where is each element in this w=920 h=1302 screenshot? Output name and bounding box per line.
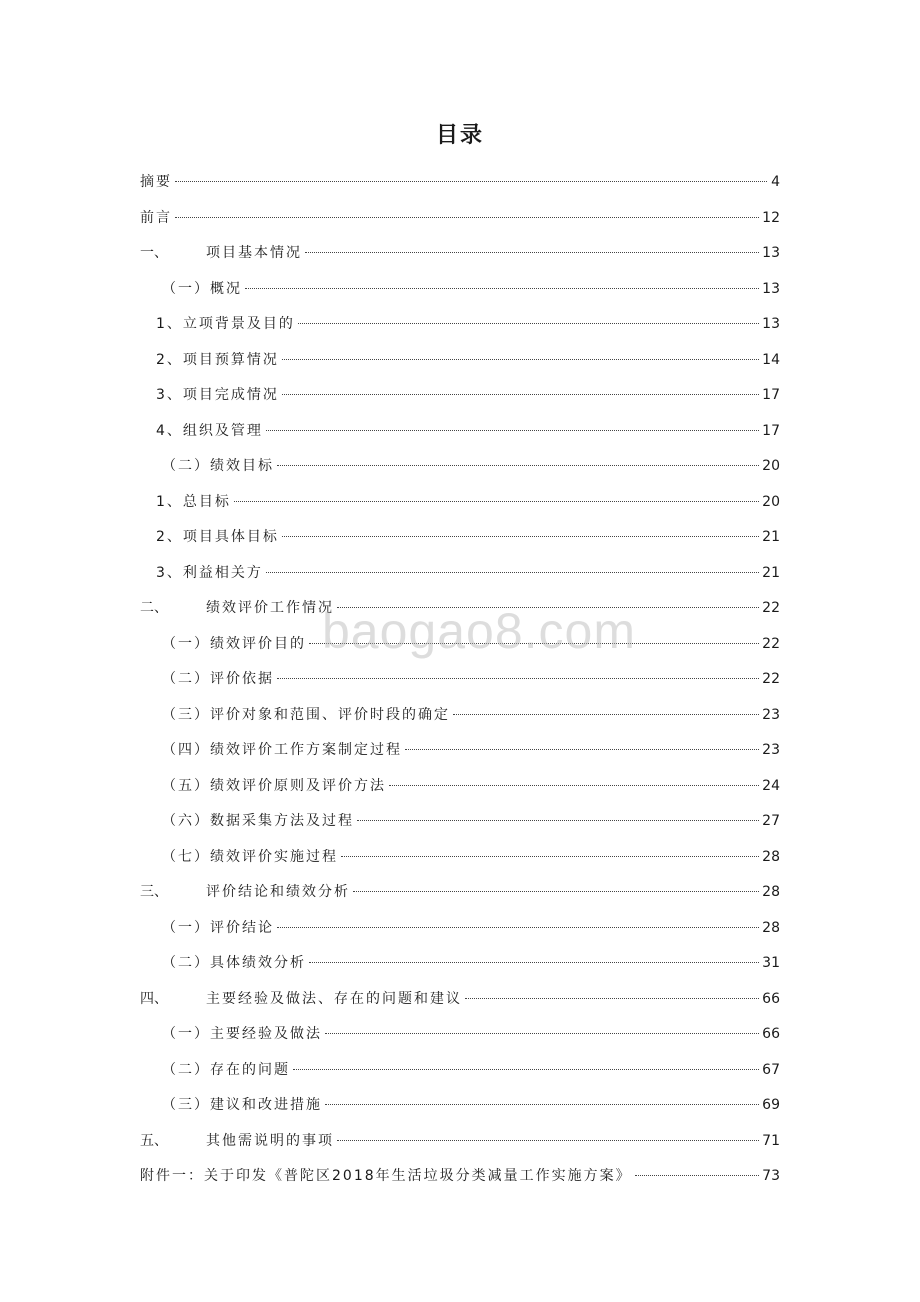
toc-leader-dots bbox=[277, 927, 759, 928]
toc-entry-label: （一）主要经验及做法 bbox=[162, 1026, 322, 1042]
toc-leader-dots bbox=[309, 962, 759, 963]
toc-page-number: 13 bbox=[762, 316, 780, 332]
toc-page-number: 66 bbox=[762, 990, 780, 1007]
toc-page-number: 69 bbox=[762, 1097, 780, 1113]
toc-leader-dots bbox=[325, 1104, 759, 1105]
toc-entry-label: 前言 bbox=[140, 209, 172, 226]
toc-page-number: 13 bbox=[762, 245, 780, 261]
toc-page-number: 31 bbox=[762, 955, 780, 971]
toc-entry-section[interactable] bbox=[140, 277, 780, 313]
toc-page-number: 21 bbox=[762, 564, 780, 581]
toc-page-number: 28 bbox=[762, 884, 780, 900]
toc-entry-abstract[interactable] bbox=[140, 170, 780, 206]
toc-entry-label: 评价结论和绩效分析 bbox=[206, 884, 350, 900]
toc-entry-label: 1、立项背景及目的 bbox=[156, 316, 295, 332]
toc-leader-dots bbox=[325, 1033, 759, 1034]
toc-entry-section[interactable] bbox=[140, 738, 780, 774]
toc-page-number: 67 bbox=[762, 1061, 780, 1078]
toc-leader-dots bbox=[337, 607, 759, 608]
toc-entry-label: 2、项目预算情况 bbox=[156, 351, 279, 368]
toc-entry-section[interactable] bbox=[140, 1093, 780, 1129]
toc-page-number: 28 bbox=[762, 919, 780, 936]
toc-leader-dots bbox=[282, 394, 759, 395]
toc-page-number: 22 bbox=[762, 635, 780, 652]
toc-entry-section[interactable] bbox=[140, 667, 780, 703]
toc-page-number: 4 bbox=[771, 174, 780, 190]
toc-entry-subsection[interactable] bbox=[140, 490, 780, 526]
toc-leader-dots bbox=[353, 891, 759, 892]
toc-entry-label: （四）绩效评价工作方案制定过程 bbox=[162, 742, 402, 758]
toc-page-number: 71 bbox=[762, 1132, 780, 1149]
toc-entry-subsection[interactable] bbox=[140, 419, 780, 455]
toc-page-number: 73 bbox=[762, 1168, 780, 1184]
toc-entry-label: （二）评价依据 bbox=[162, 671, 274, 687]
toc-leader-dots bbox=[405, 749, 759, 750]
toc-entry-label: 项目基本情况 bbox=[206, 245, 302, 261]
table-of-contents bbox=[140, 170, 780, 1200]
toc-page-number: 20 bbox=[762, 493, 780, 510]
toc-leader-dots bbox=[282, 359, 759, 360]
toc-entry-label: （二）存在的问题 bbox=[162, 1061, 290, 1078]
toc-entry-label: 3、利益相关方 bbox=[156, 564, 263, 581]
toc-page-number: 20 bbox=[762, 458, 780, 474]
toc-leader-dots bbox=[298, 323, 759, 324]
toc-page-number: 27 bbox=[762, 813, 780, 829]
toc-page-number: 17 bbox=[762, 387, 780, 403]
toc-page-number: 17 bbox=[762, 422, 780, 439]
toc-entry-section[interactable] bbox=[140, 845, 780, 881]
toc-page-number: 24 bbox=[762, 777, 780, 794]
toc-entry-preface[interactable] bbox=[140, 206, 780, 242]
toc-entry-label: （三）评价对象和范围、评价时段的确定 bbox=[162, 706, 450, 723]
toc-chapter-number: 一、 bbox=[140, 245, 168, 261]
toc-entry-chapter[interactable] bbox=[140, 1129, 780, 1165]
toc-leader-dots bbox=[635, 1175, 760, 1176]
toc-entry-subsection[interactable] bbox=[140, 383, 780, 419]
page-title: 目录 bbox=[435, 123, 484, 148]
toc-entry-label: （一）绩效评价目的 bbox=[162, 635, 306, 652]
toc-page-number: 22 bbox=[762, 671, 780, 687]
toc-entry-chapter[interactable] bbox=[140, 596, 780, 632]
toc-page-number: 22 bbox=[762, 600, 780, 616]
toc-leader-dots bbox=[309, 643, 759, 644]
toc-leader-dots bbox=[357, 820, 759, 821]
toc-page-number: 28 bbox=[762, 848, 780, 865]
toc-leader-dots bbox=[305, 252, 759, 253]
toc-chapter-number: 四、 bbox=[140, 990, 168, 1007]
toc-entry-label: （一）概况 bbox=[162, 280, 242, 297]
toc-entry-label: 2、项目具体目标 bbox=[156, 529, 279, 545]
toc-page-number: 21 bbox=[762, 529, 780, 545]
toc-entry-label: 3、项目完成情况 bbox=[156, 387, 279, 403]
toc-entry-label: （三）建议和改进措施 bbox=[162, 1097, 322, 1113]
toc-page-number: 12 bbox=[762, 209, 780, 226]
toc-entry-section[interactable] bbox=[140, 632, 780, 668]
toc-entry-subsection[interactable] bbox=[140, 525, 780, 561]
toc-entry-label: 1、总目标 bbox=[156, 493, 231, 510]
toc-leader-dots bbox=[453, 714, 759, 715]
toc-entry-subsection[interactable] bbox=[140, 561, 780, 597]
toc-page-number: 23 bbox=[762, 706, 780, 723]
toc-entry-chapter[interactable] bbox=[140, 987, 780, 1023]
toc-entry-label: （五）绩效评价原则及评价方法 bbox=[162, 777, 386, 794]
toc-leader-dots bbox=[175, 217, 759, 218]
toc-chapter-number: 三、 bbox=[140, 884, 168, 900]
toc-entry-section[interactable] bbox=[140, 703, 780, 739]
toc-entry-subsection[interactable] bbox=[140, 348, 780, 384]
toc-leader-dots bbox=[282, 536, 759, 537]
toc-entry-label: 4、组织及管理 bbox=[156, 422, 263, 439]
toc-page-number: 23 bbox=[762, 742, 780, 758]
toc-entry-label: （七）绩效评价实施过程 bbox=[162, 848, 338, 865]
toc-entry-section[interactable] bbox=[140, 809, 780, 845]
toc-entry-chapter[interactable] bbox=[140, 241, 780, 277]
toc-entry-label: （六）数据采集方法及过程 bbox=[162, 813, 354, 829]
toc-entry-section[interactable] bbox=[140, 454, 780, 490]
toc-entry-label: 主要经验及做法、存在的问题和建议 bbox=[206, 990, 462, 1007]
toc-entry-section[interactable] bbox=[140, 774, 780, 810]
toc-leader-dots bbox=[234, 501, 759, 502]
toc-entry-label: 摘要 bbox=[140, 174, 172, 190]
toc-leader-dots bbox=[341, 856, 759, 857]
toc-leader-dots bbox=[389, 785, 759, 786]
toc-entry-section[interactable] bbox=[140, 951, 780, 987]
toc-leader-dots bbox=[175, 181, 767, 182]
toc-entry-label: （一）评价结论 bbox=[162, 919, 274, 936]
toc-entry-section[interactable] bbox=[140, 916, 780, 952]
toc-entry-section[interactable] bbox=[140, 1022, 780, 1058]
toc-page-number: 66 bbox=[762, 1026, 780, 1042]
toc-entry-label: 绩效评价工作情况 bbox=[206, 600, 334, 616]
toc-leader-dots bbox=[465, 998, 759, 999]
toc-entry-label: （二）具体绩效分析 bbox=[162, 955, 306, 971]
toc-entry-subsection[interactable] bbox=[140, 312, 780, 348]
toc-leader-dots bbox=[245, 288, 759, 289]
toc-chapter-number: 五、 bbox=[140, 1132, 168, 1149]
toc-leader-dots bbox=[266, 430, 759, 431]
toc-leader-dots bbox=[277, 465, 759, 466]
toc-entry-label: （二）绩效目标 bbox=[162, 458, 274, 474]
toc-leader-dots bbox=[293, 1069, 759, 1070]
toc-chapter-number: 二、 bbox=[140, 600, 168, 616]
toc-page-number: 13 bbox=[762, 280, 780, 297]
toc-entry-label: 附件一：关于印发《普陀区2018年生活垃圾分类减量工作实施方案》 bbox=[140, 1168, 632, 1184]
toc-entry-appendix[interactable] bbox=[140, 1164, 780, 1200]
toc-entry-chapter[interactable] bbox=[140, 880, 780, 916]
watermark: baogao8.com bbox=[322, 603, 637, 659]
toc-page-number: 14 bbox=[762, 351, 780, 368]
toc-leader-dots bbox=[266, 572, 759, 573]
toc-entry-section[interactable] bbox=[140, 1058, 780, 1094]
toc-leader-dots bbox=[277, 678, 759, 679]
toc-leader-dots bbox=[337, 1140, 759, 1141]
toc-entry-label: 其他需说明的事项 bbox=[206, 1132, 334, 1149]
